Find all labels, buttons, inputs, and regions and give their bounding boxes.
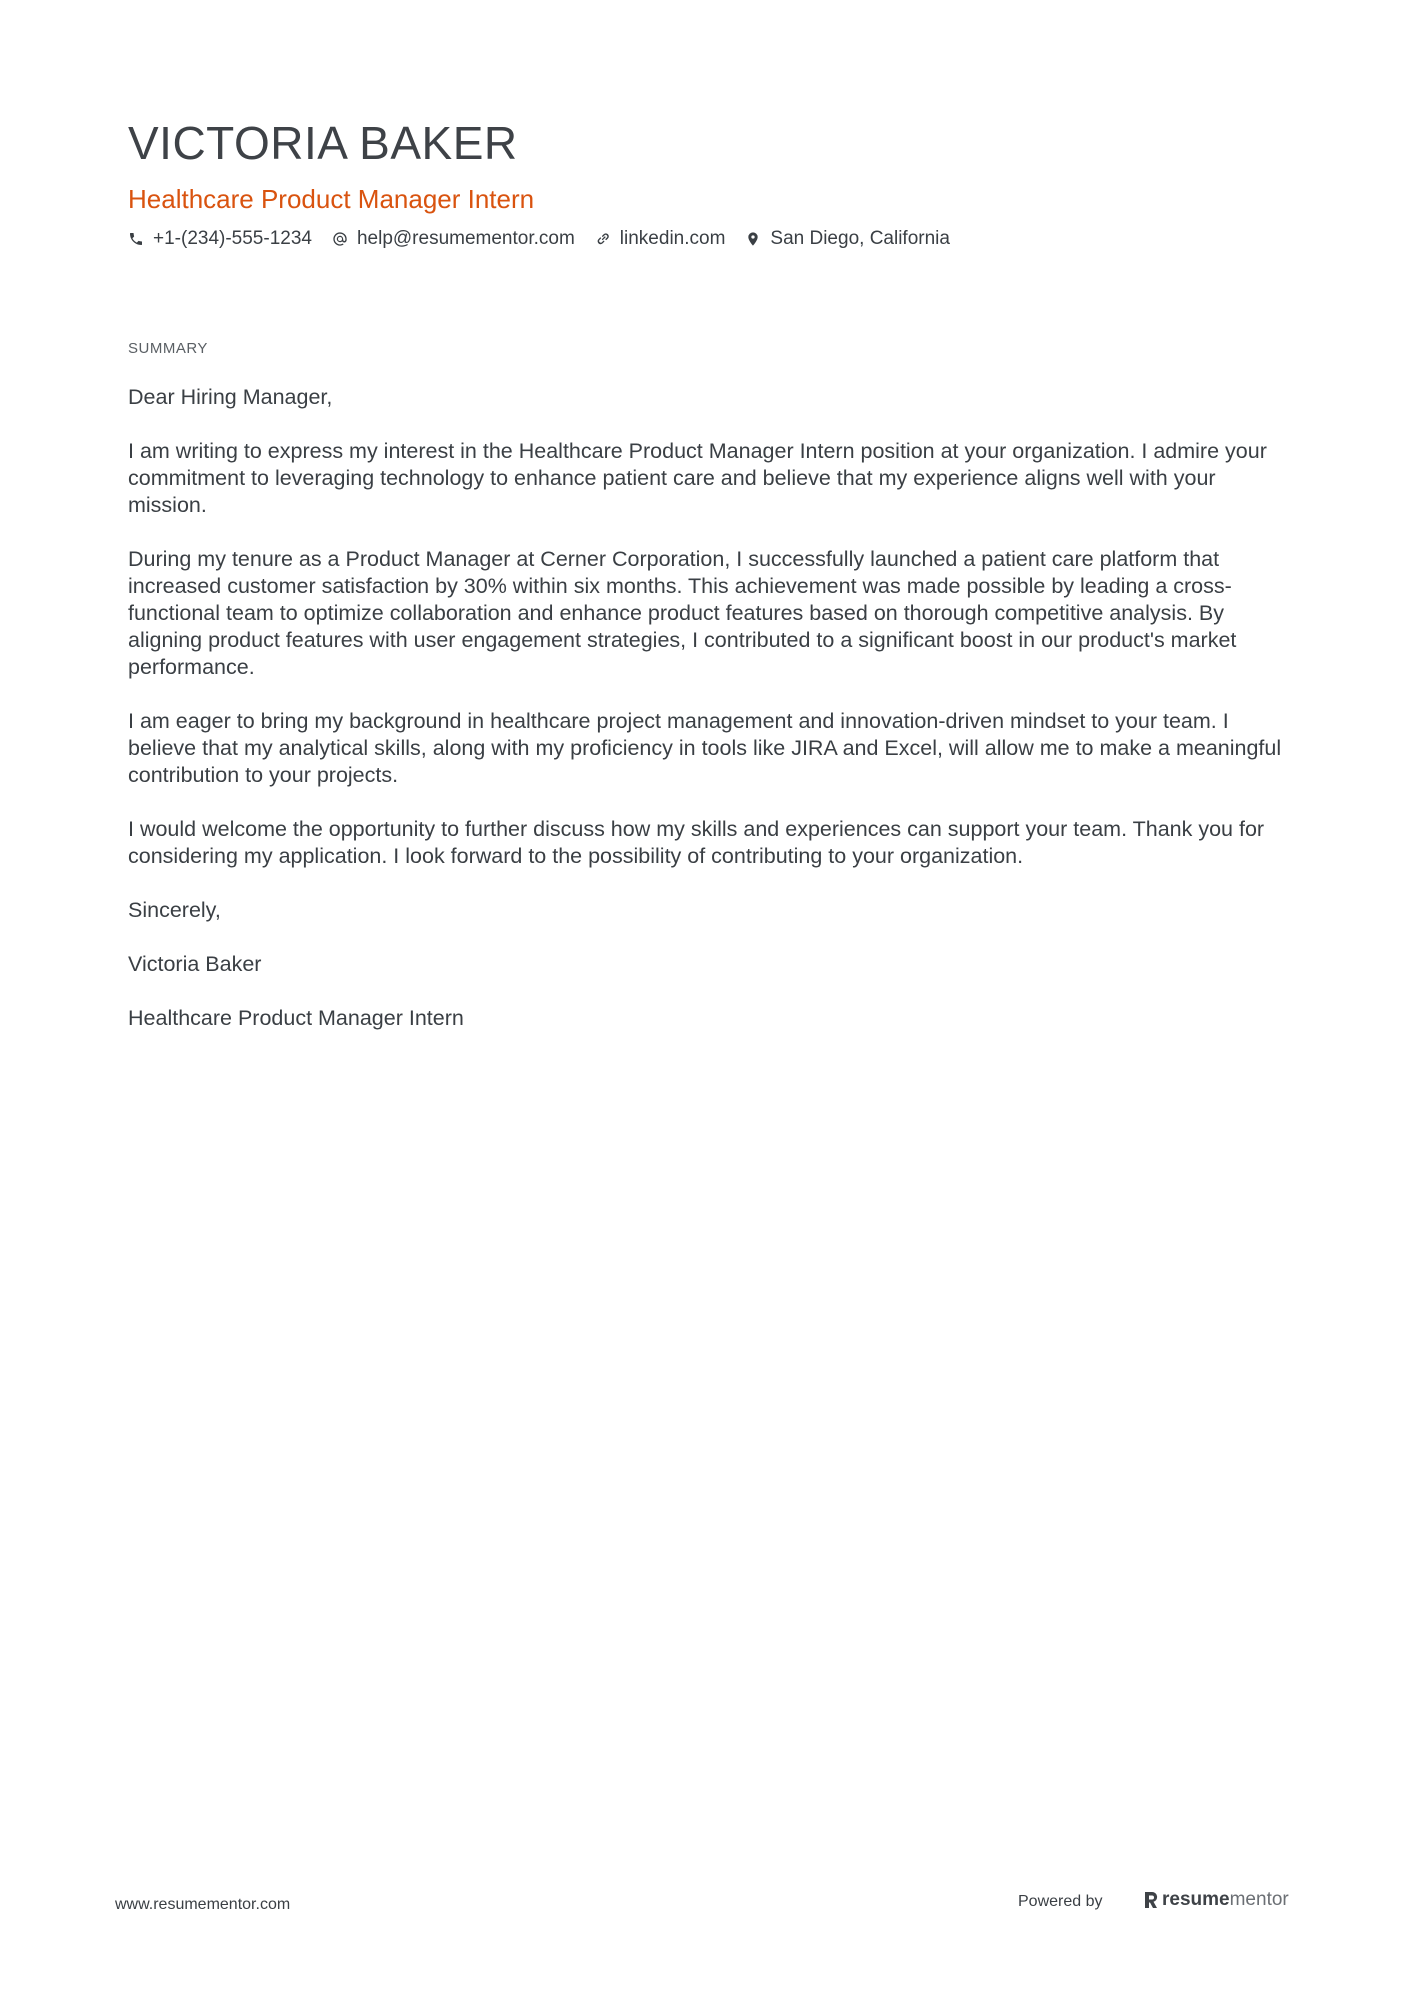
location-pin-icon: [745, 231, 761, 247]
letter-salutation: Dear Hiring Manager,: [128, 385, 333, 409]
letter-body: [128, 384, 1298, 1059]
candidate-title: Healthcare Product Manager Intern: [128, 184, 535, 214]
contact-location: [745, 228, 950, 250]
email-text[interactable]: help@resumementor.com: [356, 228, 575, 249]
candidate-name: VICTORIA BAKER: [128, 117, 518, 169]
letter-paragraph: I am writing to express my interest in the Healthcare Product Manager Intern position at your organization. I admire your commitment to leveraging technology to enhance patient care and believe that my experience aligns well with your mission.: [128, 439, 1267, 517]
contact-bar: [128, 228, 970, 250]
letter-closing: Sincerely,: [128, 898, 221, 922]
contact-email[interactable]: [332, 228, 575, 250]
signature-title: Healthcare Product Manager Intern: [128, 1006, 464, 1030]
logo-text-mentor: mentor: [1229, 1889, 1289, 1910]
phone-text: +1-(234)-555-1234: [153, 228, 312, 249]
at-icon: [332, 231, 348, 247]
contact-linkedin[interactable]: [595, 228, 726, 250]
signature-name: Victoria Baker: [128, 952, 262, 976]
letter-paragraph: I would welcome the opportunity to further discuss how my skills and experiences can support your team. Thank you for considering my application. I look forward to the possibility of contributing to your organization.: [128, 817, 1265, 868]
section-label-summary: SUMMARY: [128, 340, 208, 357]
logo-text-resume: resume: [1162, 1889, 1230, 1910]
letter-paragraph: I am eager to bring my background in healthcare project management and innovation-driven mindset to your team. I believe that my analytical skills, along with my proficiency in tools like JIRA and Excel, will allow me to make a meaningful contribution to your projects.: [128, 709, 1282, 787]
footer-website-link[interactable]: www.resumementor.com: [115, 1896, 291, 1913]
footer-powered-by: Powered by: [1018, 1893, 1103, 1910]
link-icon: [595, 231, 611, 247]
resumementor-logo-icon: [1143, 1890, 1159, 1910]
location-text: San Diego, California: [770, 228, 950, 249]
contact-phone: [128, 228, 312, 250]
letter-paragraph: During my tenure as a Product Manager at Cerner Corporation, I successfully launched a patient care platform that increased customer satisfaction by 30% within six months. This achievement was made possible by leading a cross-functional team to optimize collaboration and enhance product features based on thorough competitive analysis. By aligning product features with user engagement strategies, I contributed to a significant boost in our product's market performance.: [128, 547, 1237, 679]
phone-icon: [128, 231, 144, 247]
resumementor-logo[interactable]: [1143, 1889, 1289, 1911]
linkedin-text[interactable]: linkedin.com: [619, 228, 726, 249]
